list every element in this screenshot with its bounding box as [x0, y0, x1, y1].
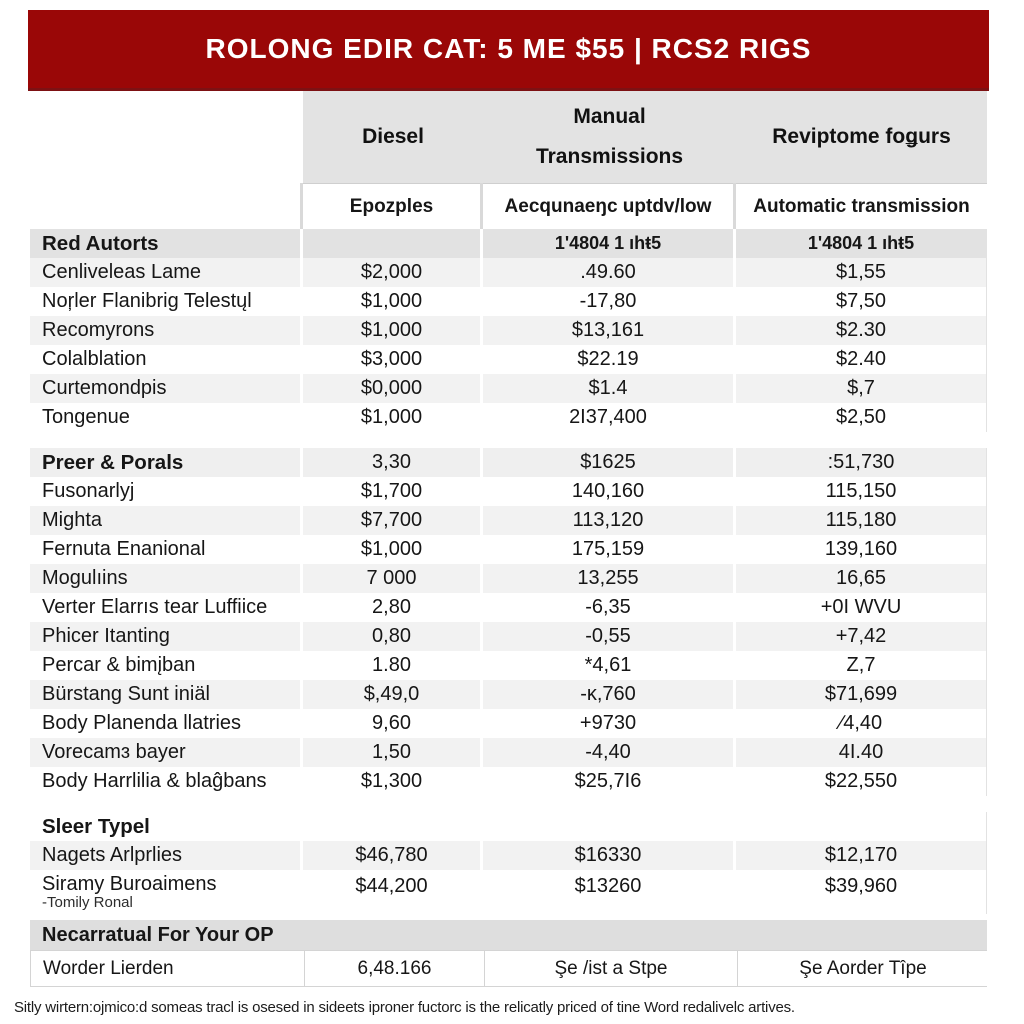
- manual-value: [483, 812, 733, 842]
- row-label-cell: [30, 345, 300, 374]
- row-label: Percar & bimįban: [42, 654, 196, 676]
- diesel-value: $2,000: [303, 258, 480, 287]
- diesel-value: 6,48.166: [304, 951, 484, 986]
- row-label-cell: [30, 477, 300, 506]
- row-label: Red Autorts: [42, 232, 159, 255]
- diesel-value: $1,000: [303, 316, 480, 345]
- column-group-header-row: [30, 91, 987, 183]
- column-header-manual-line1: Manual: [573, 105, 646, 128]
- diesel-value: $44,200: [303, 870, 480, 914]
- column-header-reviptome-label: Reviptome foǥurs: [772, 125, 951, 148]
- column-header-reviptome: [736, 91, 987, 183]
- row-label-cell: [30, 812, 300, 842]
- page: [0, 10, 1024, 1016]
- automatic-value: $2,50: [736, 403, 987, 432]
- row-label-cell: [30, 680, 300, 709]
- row-label-cell: [30, 535, 300, 564]
- row-label: Mogulıins: [42, 567, 128, 589]
- manual-value: $25,7I6: [483, 767, 733, 796]
- row-label: Noŗler Flanibrig Telestųl: [42, 290, 252, 312]
- table-row: [30, 651, 987, 680]
- diesel-value: [303, 229, 480, 259]
- manual-value: 2I37,400: [483, 403, 733, 432]
- diesel-value: $0,000: [303, 374, 480, 403]
- row-label: Fernuta Enanional: [42, 538, 206, 560]
- section-spacer: [30, 432, 987, 448]
- row-sublabel: -Tomily Ronal: [42, 894, 133, 911]
- row-label: Recomyrons: [42, 319, 155, 341]
- row-label-cell: [30, 258, 300, 287]
- row-label-cell: [30, 448, 300, 478]
- automatic-value: Z,7: [736, 651, 987, 680]
- diesel-value: $1,000: [303, 403, 480, 432]
- table-row: [30, 316, 987, 345]
- automatic-value: $2.40: [736, 345, 987, 374]
- row-label: Verter Elarrıs tear Luffiice: [42, 596, 268, 618]
- manual-value: $13260: [483, 870, 733, 914]
- automatic-value: 115,180: [736, 506, 987, 535]
- row-label: Sleer Typel: [42, 815, 150, 838]
- row-label: Nagets Arlprlies: [42, 844, 183, 866]
- row-label-cell: [30, 316, 300, 345]
- manual-value: 113,120: [483, 506, 733, 535]
- automatic-value: Şe Aorder Tîpe: [737, 951, 988, 986]
- row-label-cell: [30, 870, 300, 914]
- row-label: Mighta: [42, 509, 103, 531]
- row-label: Tongenue: [42, 406, 130, 428]
- subheader-automatic: Automatic transmission: [736, 183, 987, 229]
- row-label-cell: [30, 229, 300, 259]
- subheader-diesel: Epozples: [303, 183, 480, 229]
- row-label: Worder Lierden: [43, 958, 174, 979]
- automatic-value: [736, 812, 987, 842]
- table-row: [30, 258, 987, 287]
- diesel-value: $1,300: [303, 767, 480, 796]
- row-label-cell: [30, 593, 300, 622]
- row-label: Cenliveleas Lame: [42, 261, 201, 283]
- row-label-cell: [30, 403, 300, 432]
- manual-value: -4,40: [483, 738, 733, 767]
- automatic-value: 4I.40: [736, 738, 987, 767]
- manual-value: -17,80: [483, 287, 733, 316]
- diesel-value: 3,30: [303, 448, 480, 478]
- table-row: [30, 477, 987, 506]
- row-label-cell: [30, 287, 300, 316]
- diesel-value: 1,50: [303, 738, 480, 767]
- automatic-value: $7,50: [736, 287, 987, 316]
- table-row: [30, 287, 987, 316]
- manual-value: 13,255: [483, 564, 733, 593]
- row-label-cell: [31, 951, 304, 986]
- row-label: Colalblation: [42, 348, 147, 370]
- row-label-cell: [30, 651, 300, 680]
- manual-value: 140,160: [483, 477, 733, 506]
- manual-value: Şe /ist a Stpe: [484, 951, 737, 986]
- manual-value: -6,35: [483, 593, 733, 622]
- diesel-value: [303, 812, 480, 842]
- manual-value: $16330: [483, 841, 733, 870]
- section-banner-necarratual: Necarratual For Your OP: [30, 920, 987, 950]
- diesel-value: $7,700: [303, 506, 480, 535]
- row-label: Body Harrlilia & blaĝbans: [42, 770, 267, 792]
- diesel-value: $3,000: [303, 345, 480, 374]
- automatic-value: $12,170: [736, 841, 987, 870]
- column-header-manual-line2: Transmissions: [535, 145, 684, 168]
- title-banner: [28, 10, 989, 91]
- subheader-corner: [30, 183, 300, 229]
- automatic-value: :51,730: [736, 448, 987, 478]
- table-row: [30, 680, 987, 709]
- table-row: [30, 767, 987, 796]
- row-label-cell: [30, 564, 300, 593]
- row-label-cell: [30, 506, 300, 535]
- diesel-value: 7 000: [303, 564, 480, 593]
- diesel-value: 0,80: [303, 622, 480, 651]
- diesel-value: $,49,0: [303, 680, 480, 709]
- automatic-value: $22,550: [736, 767, 987, 796]
- table-row: [30, 564, 987, 593]
- row-label: Body Planenda llatries: [42, 712, 242, 734]
- automatic-value: $71,699: [736, 680, 987, 709]
- diesel-value: 1.80: [303, 651, 480, 680]
- row-label: Vorecamɜ bayer: [42, 741, 186, 763]
- manual-value: $22.19: [483, 345, 733, 374]
- diesel-value: 9,60: [303, 709, 480, 738]
- diesel-value: $1,000: [303, 287, 480, 316]
- automatic-value: +0I WVU: [736, 593, 987, 622]
- automatic-value: $39,960: [736, 870, 987, 914]
- section-spacer: [30, 796, 987, 812]
- manual-value: 175,159: [483, 535, 733, 564]
- automatic-value: $2.30: [736, 316, 987, 345]
- table-row-worder: [30, 950, 987, 987]
- manual-value: $13,161: [483, 316, 733, 345]
- row-label: Fusonarlyj: [42, 480, 135, 502]
- manual-value: 1'4804 1 ıhŧ5: [483, 229, 733, 259]
- manual-value: $1625: [483, 448, 733, 478]
- header-corner-spacer: [30, 91, 303, 183]
- row-label: Preer & Porals: [42, 451, 184, 474]
- manual-value: -0,55: [483, 622, 733, 651]
- table-row: [30, 738, 987, 767]
- table-row: [30, 870, 987, 914]
- automatic-value: $1,55: [736, 258, 987, 287]
- automatic-value: 1'4804 1 ıhŧ5: [736, 229, 987, 259]
- table-row: [30, 593, 987, 622]
- diesel-value: $1,700: [303, 477, 480, 506]
- automatic-value: $,7: [736, 374, 987, 403]
- automatic-value: 139,160: [736, 535, 987, 564]
- table-body: [30, 229, 987, 914]
- table-row: [30, 403, 987, 432]
- diesel-value: 2,80: [303, 593, 480, 622]
- table-row: [30, 506, 987, 535]
- row-label-cell: [30, 738, 300, 767]
- automatic-value: ∕4,40: [736, 709, 987, 738]
- manual-value: $1.4: [483, 374, 733, 403]
- row-label: Siramy Buroaimens: [42, 873, 217, 895]
- column-header-diesel: [303, 91, 483, 183]
- table-row: [30, 229, 987, 258]
- manual-value: +9730: [483, 709, 733, 738]
- automatic-value: 16,65: [736, 564, 987, 593]
- column-header-manual-transmissions: [483, 91, 736, 183]
- table-row: [30, 841, 987, 870]
- row-label-cell: [30, 374, 300, 403]
- diesel-value: $1,000: [303, 535, 480, 564]
- column-group-headers: [303, 91, 987, 183]
- automatic-value: +7,42: [736, 622, 987, 651]
- table-row: [30, 622, 987, 651]
- pricing-table: [30, 91, 987, 987]
- automatic-value: 115,150: [736, 477, 987, 506]
- row-label-cell: [30, 841, 300, 870]
- row-label-cell: [30, 622, 300, 651]
- row-label: Phicer Itanting: [42, 625, 170, 647]
- row-label-cell: [30, 767, 300, 796]
- footnote: Sitly wirtern:ojmico:d someas tracl is osesed in sideets iproner fuctorc is the relicatly priced of tine Word redalivelc artives.: [14, 999, 795, 1016]
- table-row: [30, 345, 987, 374]
- column-header-diesel-label: Diesel: [362, 125, 424, 148]
- column-subheader-row: [30, 183, 987, 229]
- row-label: Bürstang Sunt iniäl: [42, 683, 210, 705]
- row-label: Curtemondpis: [42, 377, 167, 399]
- table-row: [30, 812, 987, 841]
- table-row: [30, 374, 987, 403]
- table-row: [30, 709, 987, 738]
- subheader-manual: Aecqunaeŋc uptdv/low: [483, 183, 733, 229]
- page-title: ROLONG EDIR CAT: 5 ME $55 | RCS2 RIGS: [205, 33, 812, 64]
- table-row: [30, 448, 987, 477]
- table-row: [30, 535, 987, 564]
- diesel-value: $46,780: [303, 841, 480, 870]
- row-label-cell: [30, 709, 300, 738]
- manual-value: .49.60: [483, 258, 733, 287]
- manual-value: *4,61: [483, 651, 733, 680]
- manual-value: -ĸ,760: [483, 680, 733, 709]
